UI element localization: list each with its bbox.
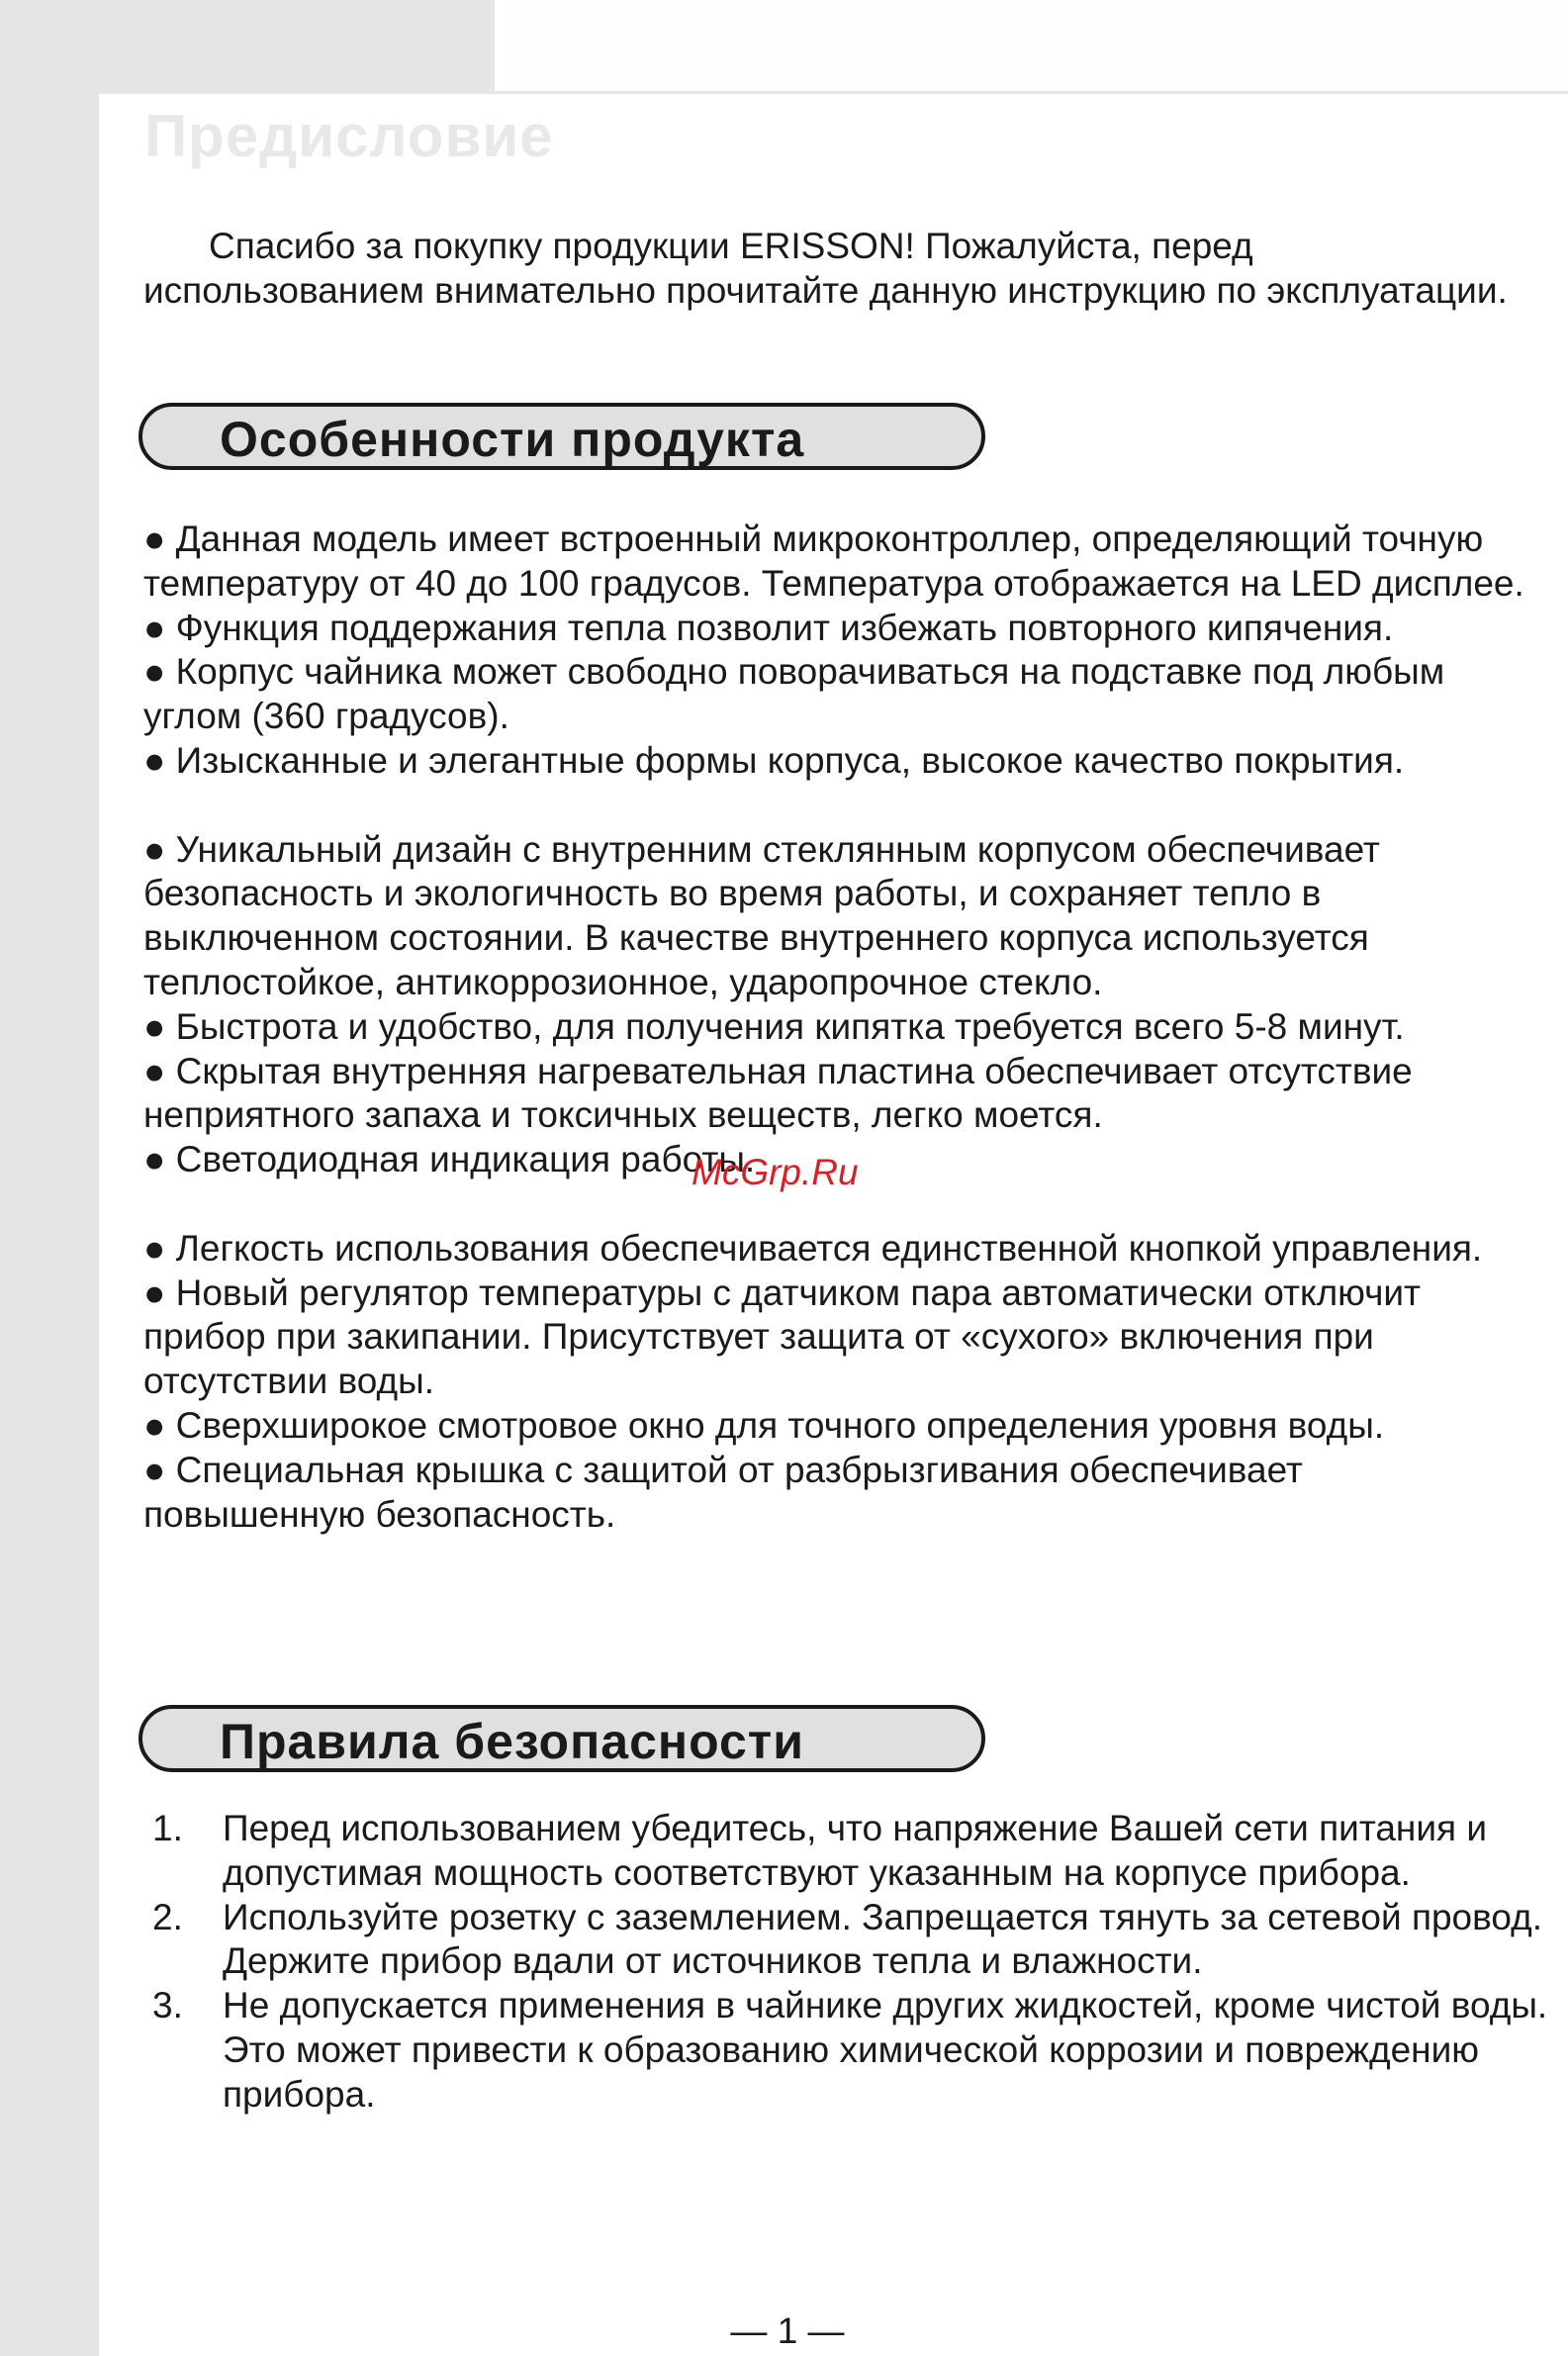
- safety-rule-text: Перед использованием убедитесь, что напряжение Вашей сети питания и допустимая мощность соответствуют указанным на корпусе прибора.: [223, 1808, 1488, 1893]
- section-heading-safety: [138, 1705, 985, 1772]
- safety-rule-text: Используйте розетку с заземлением. Запрещается тянуть за сетевой провод. Держите прибор вдали от источников тепла и влажности.: [223, 1896, 1543, 1982]
- safety-rule-text: Не допускается применения в чайнике других жидкостей, кроме чистой воды. Это может привести к образованию химической коррозии и повреждению прибора.: [223, 1985, 1548, 2115]
- feature-item: ● Легкость использования обеспечивается единственной кнопкой управления.: [143, 1227, 1483, 1269]
- safety-rule-item: [143, 1896, 1548, 1985]
- section-heading-features-label: Особенности продукта: [220, 412, 805, 467]
- feature-item: ● Корпус чайника может свободно поворачиваться на подставке под любым углом (360 градусов).: [143, 651, 1445, 737]
- safety-rules-list: [143, 1807, 1548, 2118]
- feature-item: ● Светодиодная индикация работы.: [143, 1139, 756, 1180]
- watermark: McGrp.Ru: [692, 1152, 859, 1192]
- section-heading-safety-label: Правила безопасности: [220, 1714, 804, 1769]
- safety-rule-number: 1.: [152, 1808, 183, 1848]
- feature-item: ● Сверхширокое смотровое окно для точного определения уровня воды.: [143, 1404, 1385, 1446]
- section-heading-features: [138, 403, 985, 470]
- safety-rule-item: [143, 1984, 1548, 2117]
- feature-item: ● Изысканные и элегантные формы корпуса, высокое качество покрытия.: [143, 739, 1405, 781]
- intro-paragraph: Спасибо за покупку продукции ERISSON! Пожалуйста, перед использованием внимательно прочитайте данную инструкцию по эксплуатации.: [143, 226, 1508, 311]
- safety-rule-number: 2.: [152, 1896, 183, 1937]
- safety-rule-item: [143, 1807, 1548, 1896]
- feature-item: ● Скрытая внутренняя нагревательная пластина обеспечивает отсутствие неприятного запаха и токсичных веществ, легко моется.: [143, 1050, 1413, 1136]
- feature-item: ● Функция поддержания тепла позволит избежать повторного кипячения.: [143, 607, 1394, 648]
- safety-rule-number: 3.: [152, 1985, 183, 2026]
- page-number: — 1 —: [730, 2310, 845, 2351]
- feature-item: ● Новый регулятор температуры с датчиком пара автоматически отключит прибор при закипании. Присутствует защита от «сухого» включения при отсутствии воды.: [143, 1272, 1421, 1402]
- feature-item: ● Быстрота и удобство, для получения кипятка требуется всего 5-8 минут.: [143, 1005, 1405, 1047]
- page-title: Предисловие: [144, 103, 554, 169]
- top-decor-divider: [495, 0, 505, 91]
- features-list: [143, 518, 1528, 1537]
- left-decor-band: [0, 0, 99, 2356]
- top-decor-notch: [501, 0, 1568, 91]
- feature-item: ● Специальная крышка с защитой от разбрызгивания обеспечивает повышенную безопасность.: [143, 1449, 1303, 1535]
- feature-item: ● Уникальный дизайн с внутренним стеклянным корпусом обеспечивает безопасность и экологичность во время работы, и сохраняет тепло в выключенном состоянии. В качестве внутреннего корпуса используется теплостойкое, антикоррозионное, ударопрочное стекло.: [143, 828, 1380, 1002]
- feature-item: ● Данная модель имеет встроенный микроконтроллер, определяющий точную температуру от 40 до 100 градусов. Температура отображается на LED дисплее.: [143, 518, 1524, 604]
